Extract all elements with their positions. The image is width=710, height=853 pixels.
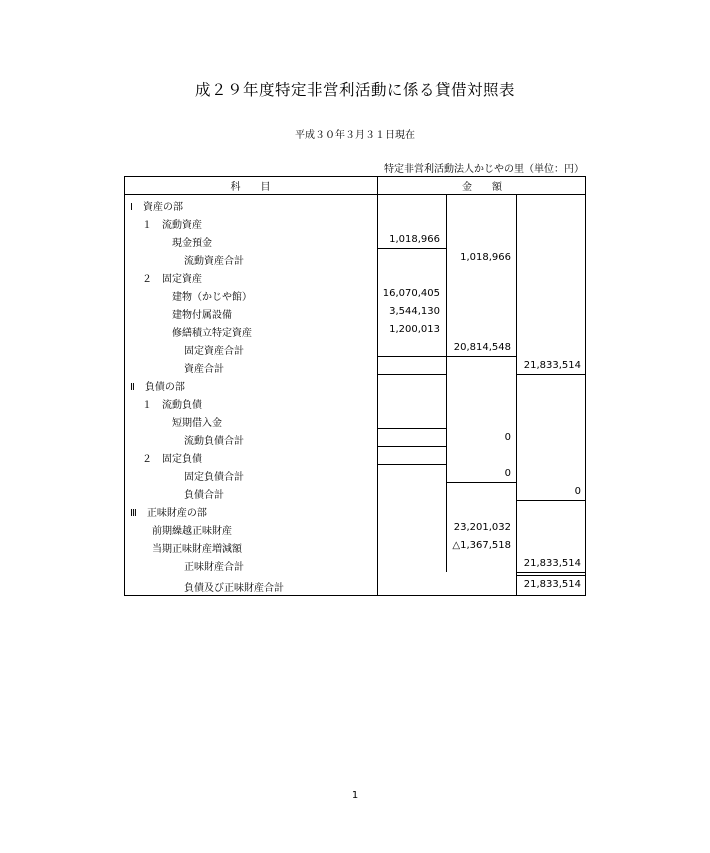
- table-row: [124, 339, 586, 357]
- page-number: 1: [351, 790, 359, 801]
- item-amount: 23,201,032: [453, 522, 511, 533]
- subtotal-label: 固定資産合計: [184, 346, 244, 357]
- table-row: [124, 537, 586, 555]
- item-amount: 3,544,130: [389, 306, 440, 317]
- as-of-date: 平成３０年３月３１日現在: [295, 130, 415, 141]
- total-amount: 21,833,514: [523, 360, 581, 371]
- subtotal-amount: 0: [504, 432, 511, 443]
- table-row: [124, 285, 586, 303]
- table-row: [124, 231, 586, 249]
- table-row: [124, 483, 586, 501]
- item-amount: 1,200,013: [389, 324, 440, 335]
- subtotal-amount: 20,814,548: [453, 342, 511, 353]
- item-label: 建物付属設備: [172, 310, 232, 321]
- item-label: 現金預金: [172, 238, 212, 249]
- table-row: [124, 576, 586, 594]
- header-amount: 金 額: [462, 182, 502, 193]
- item-label: 修繕積立特定資産: [172, 328, 252, 339]
- item-amount: △1,367,518: [452, 540, 511, 551]
- table-row: [124, 447, 586, 465]
- table-row: [124, 411, 586, 429]
- table-row: [124, 501, 586, 519]
- table-row: [124, 375, 586, 393]
- organization-unit: 特定非営利活動法人かじやの里（単位：円）: [384, 164, 584, 175]
- item-label: 建物（かじや館）: [172, 292, 252, 303]
- section-label: Ⅲ 正味財産の部: [130, 508, 207, 519]
- total-amount: 21,833,514: [523, 558, 581, 569]
- grand-total-amount: 21,833,514: [523, 579, 581, 590]
- item-amount: 16,070,405: [382, 288, 440, 299]
- table-row: [124, 267, 586, 285]
- table-row: [124, 393, 586, 411]
- total-label: 資産合計: [184, 364, 224, 375]
- section-label: Ⅱ 負債の部: [130, 382, 185, 393]
- subtotal-label: 固定負債合計: [184, 472, 244, 483]
- subsection-label: ２ 固定負債: [142, 454, 202, 465]
- table-row: [124, 303, 586, 321]
- subtotal-amount: 0: [504, 468, 511, 479]
- document-title: 成２９年度特定非営利活動に係る貸借対照表: [194, 81, 515, 99]
- table-row: [124, 519, 586, 537]
- total-label: 正味財産合計: [184, 562, 244, 573]
- header-subject: 科 目: [230, 182, 271, 193]
- subsection-label: １ 流動負債: [142, 400, 202, 411]
- table-row: [124, 465, 586, 483]
- subsection-label: ２ 固定資産: [142, 274, 202, 285]
- grand-total-label: 負債及び正味財産合計: [184, 583, 284, 594]
- item-label: 当期正味財産増減額: [152, 544, 242, 555]
- item-label: 短期借入金: [172, 418, 222, 429]
- item-amount: 1,018,966: [389, 234, 440, 245]
- balance-sheet-table: [124, 176, 586, 596]
- subtotal-label: 流動負債合計: [184, 436, 244, 447]
- subsection-label: １ 流動資産: [142, 220, 202, 231]
- table-row: [124, 555, 586, 573]
- table-row: [124, 321, 586, 339]
- table-row: [124, 429, 586, 447]
- total-label: 負債合計: [184, 490, 224, 501]
- section-label: Ⅰ 資産の部: [130, 202, 183, 213]
- subtotal-label: 流動資産合計: [184, 256, 244, 267]
- table-row: [124, 249, 586, 267]
- total-amount: 0: [574, 486, 581, 497]
- table-row: [124, 213, 586, 231]
- table-row: [124, 357, 586, 375]
- item-label: 前期繰越正味財産: [152, 526, 232, 537]
- table-row: [124, 195, 586, 213]
- subtotal-amount: 1,018,966: [460, 252, 511, 263]
